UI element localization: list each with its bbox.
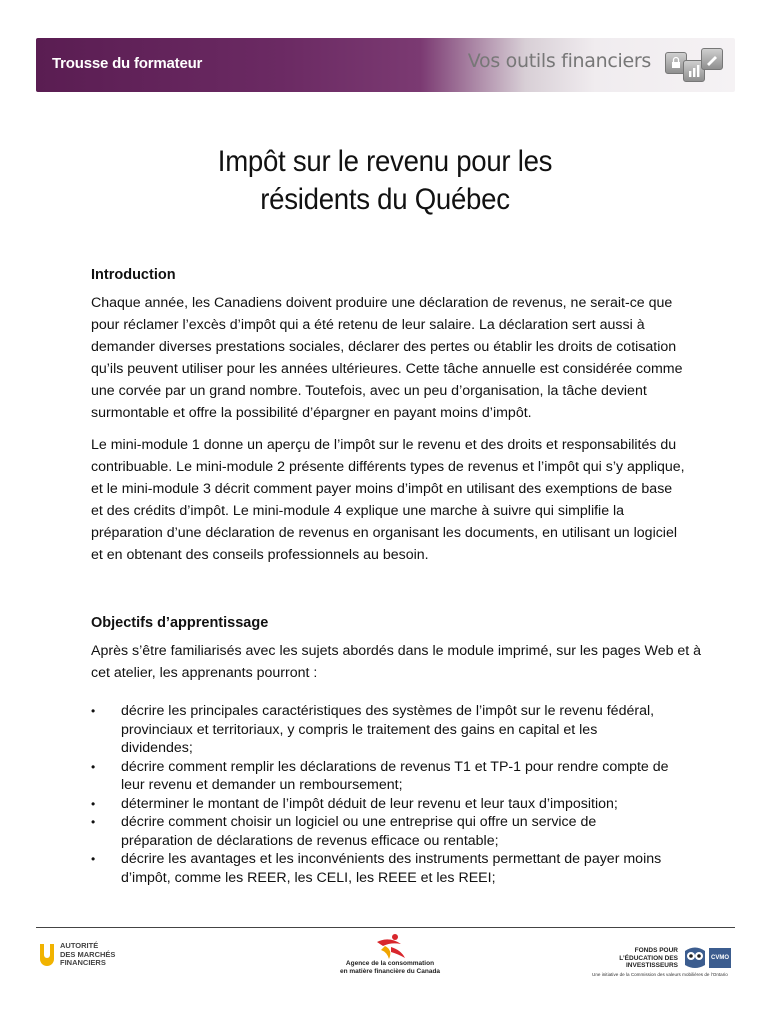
- document-body: [91, 264, 702, 887]
- amf-logo: [40, 942, 180, 982]
- text-line: Chaque année, les Canadiens doivent produire une déclaration de revenus, ne serait-ce que: [91, 295, 673, 311]
- list-item: [91, 795, 696, 814]
- owl-icon: [682, 945, 708, 971]
- text-line: décrire les principales caractéristiques des systèmes de l’impôt sur le revenu fédéral,: [121, 703, 655, 719]
- fonds-line: L’ÉDUCATION DES: [619, 954, 678, 962]
- amf-line: FINANCIERS: [60, 958, 106, 967]
- bullet-icon: •: [91, 704, 96, 718]
- objectives-heading: Objectifs d’apprentissage: [91, 615, 269, 631]
- text-line: surmontable et offre la possibilité d’épargner en payant moins d’impôt.: [91, 405, 532, 421]
- fonds-tagline: Une initiative de la Commission des valeurs mobilières de l’Ontario: [592, 972, 728, 977]
- footer-divider: [36, 927, 735, 928]
- text-line: une corvée par un grand nombre. Toutefois, avec un peu d’organisation, la tâche devient: [91, 383, 647, 399]
- amf-line: AUTORITÉ: [60, 941, 99, 950]
- fonds-logo-text: [590, 947, 678, 970]
- amf-line: DES MARCHÉS: [60, 949, 116, 959]
- text-line: et des crédits d’impôt. Le mini-module 4 explique une marche à suivre qui simplifie la: [91, 503, 625, 519]
- fonds-line: FONDS POUR: [634, 947, 678, 954]
- text-line: Le mini-module 1 donne un aperçu de l’impôt sur le revenu et des droits et responsabilités du: [91, 437, 677, 453]
- acfc-mark-icon: [371, 932, 409, 960]
- text-line: et en obtenant des conseils professionnels au besoin.: [91, 547, 429, 563]
- text-line: leur revenu et demander un remboursement;: [121, 777, 403, 793]
- text-line: qu’ils peuvent utiliser pour les années ultérieures. Cette tâche annuelle est considérée comme: [91, 361, 683, 377]
- list-item: [91, 702, 696, 758]
- objectives-intro: [91, 640, 702, 684]
- text-line: dividendes;: [121, 740, 193, 756]
- introduction-heading: Introduction: [91, 267, 176, 283]
- acfc-logo-text: [310, 960, 470, 975]
- cvmo-badge: CVMO: [709, 948, 731, 968]
- section-spacer: [91, 576, 696, 612]
- fonds-line: INVESTISSEURS: [625, 962, 678, 969]
- text-line: décrire les avantages et les inconvénients des instruments permettant de payer moins: [121, 851, 662, 867]
- text-line: contribuable. Le mini-module 2 présente différents types de revenus et l’impôt qui s’y applique,: [91, 459, 685, 475]
- text-line: cet atelier, les apprenants pourront :: [91, 665, 318, 681]
- pencil-icon: [701, 48, 723, 70]
- list-item: [91, 758, 696, 795]
- text-line: préparation d’une déclaration de revenus en organisant les documents, en utilisant un logiciel: [91, 525, 678, 541]
- title-line-1: Impôt sur le revenu pour les: [217, 145, 553, 178]
- text-line: provinciaux et territoriaux, y compris le traitement des gains en capital et les: [121, 721, 598, 738]
- acfc-logo: [310, 932, 470, 980]
- bullet-icon: •: [91, 796, 96, 811]
- text-line: préparation de déclarations de revenus efficace ou rentable;: [121, 832, 499, 849]
- introduction-paragraph-2: [91, 434, 696, 566]
- fonds-logo: [590, 945, 735, 985]
- acfc-line: Agence de la consommation: [345, 960, 435, 967]
- banner-icons: [665, 46, 725, 86]
- text-line: demander diverses prestations sociales, déclarer des pertes ou établir les droits de cotisation: [91, 339, 677, 355]
- text-line: décrire comment choisir un logiciel ou une entreprise qui offre un service de: [121, 814, 597, 830]
- banner-title: Trousse du formateur: [52, 55, 203, 72]
- text-line: d’impôt, comme les REER, les CELI, les REEE et les REEI;: [121, 869, 496, 886]
- bullet-icon: •: [91, 759, 96, 774]
- text-line: Après s’être familiarisés avec les sujets abordés dans le module imprimé, sur les pages Web et à: [91, 643, 702, 659]
- text-line: et le mini-module 3 décrit comment payer moins d’impôt en utilisant des exemptions de base: [91, 481, 673, 497]
- title-line-2: résidents du Québec: [260, 183, 510, 216]
- list-item: [91, 850, 696, 887]
- amf-mark-icon: [40, 944, 54, 966]
- text-line: pour réclamer l’excès d’impôt qui a été retenu de leur salaire. La déclaration sert aussi à: [91, 317, 645, 333]
- bullet-icon: •: [91, 852, 96, 866]
- page-title: [31, 143, 739, 219]
- text-line: décrire comment remplir les déclarations de revenus T1 et TP-1 pour rendre compte de: [121, 758, 669, 775]
- acfc-line: en matière financière du Canada: [339, 967, 441, 975]
- introduction-paragraph-1: [91, 292, 696, 424]
- amf-logo-text: [60, 942, 115, 968]
- text-line: déterminer le montant de l’impôt déduit de leur revenu et leur taux d’imposition;: [121, 795, 618, 812]
- list-item: [91, 813, 696, 850]
- banner-tagline: Vos outils financiers: [467, 50, 651, 72]
- header-banner: [36, 38, 735, 92]
- objectives-list: [91, 702, 696, 887]
- bullet-icon: •: [91, 815, 96, 829]
